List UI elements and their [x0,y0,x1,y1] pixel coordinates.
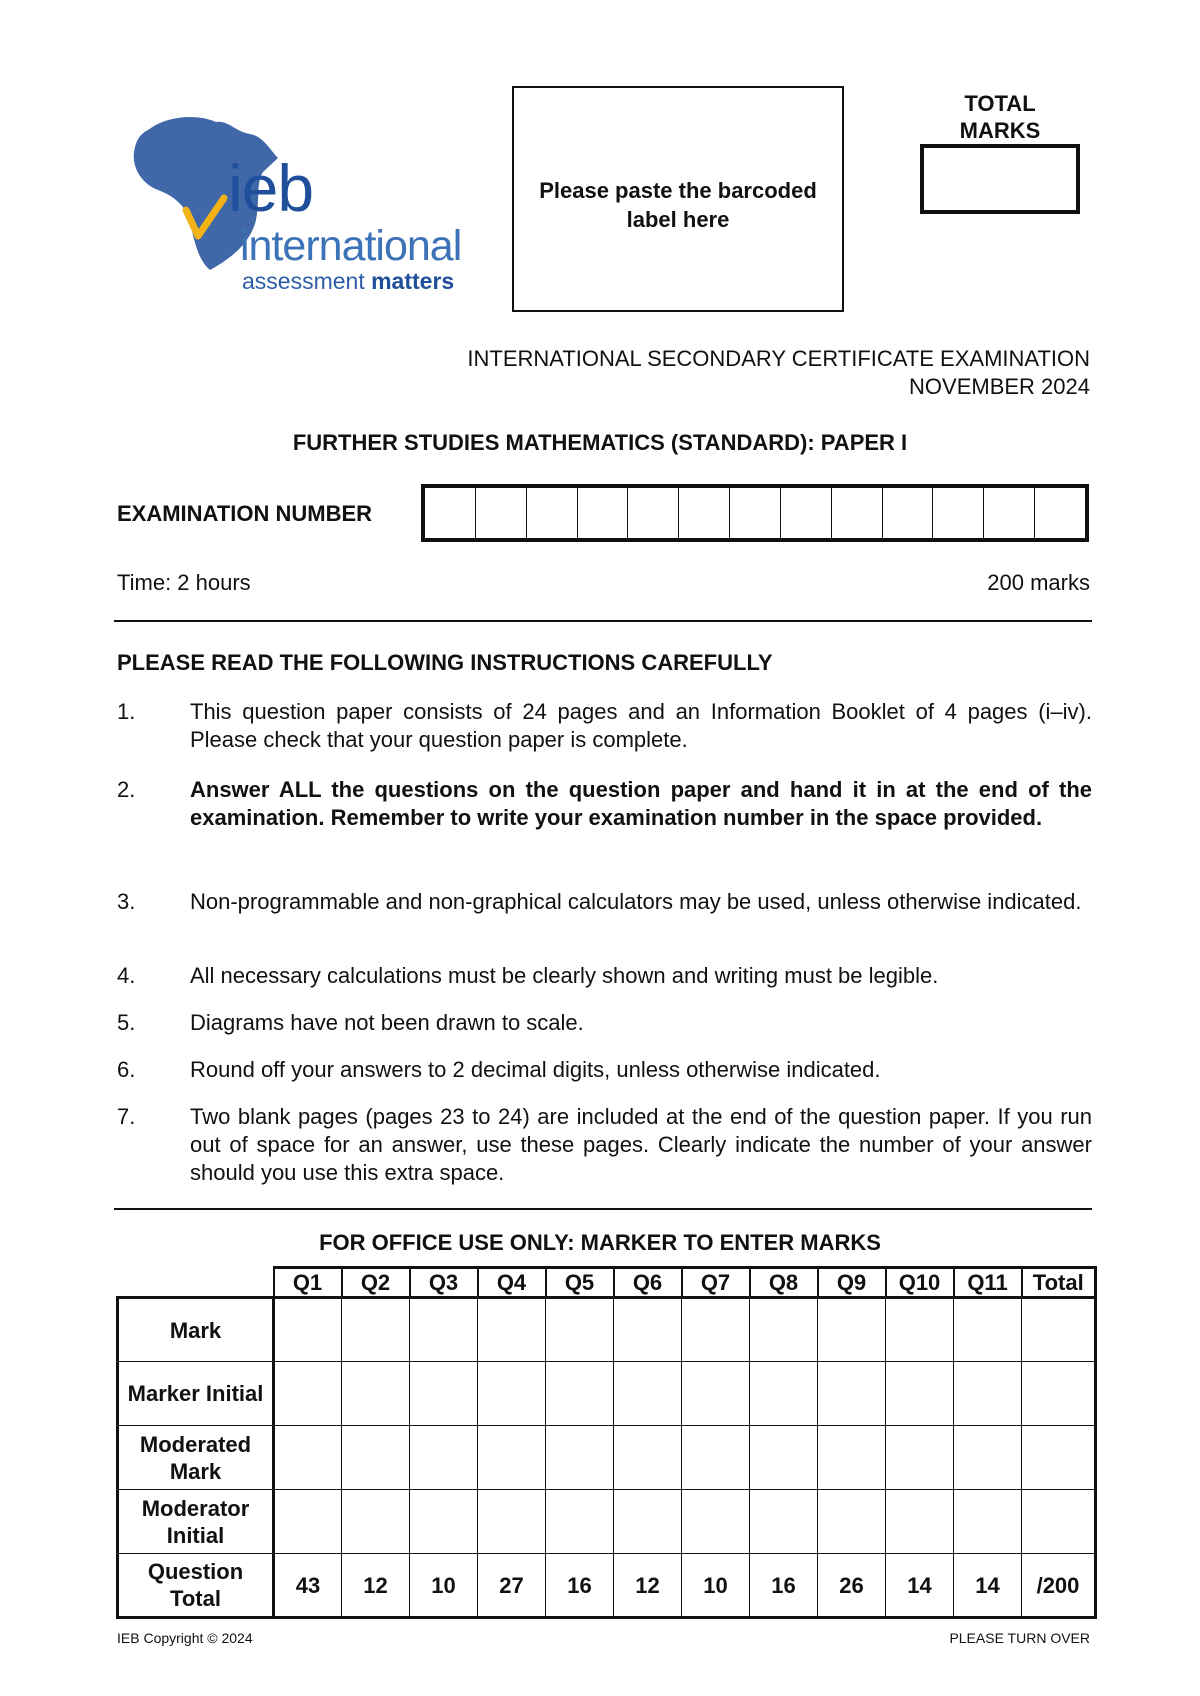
mark-cell[interactable] [410,1298,478,1362]
instruction-text: Two blank pages (pages 23 to 24) are included at the end of the question paper. If you run out of space for an answer, use these pages. Clearly indicate the number of your answer should you use this extra space. [190,1104,1092,1185]
column-header: Q1 [274,1268,342,1298]
moderated-cell[interactable] [274,1426,342,1490]
instruction-item [117,776,1092,860]
initial-cell[interactable] [614,1362,682,1426]
instruction-text: Diagrams have not been drawn to scale. [190,1010,584,1035]
moderated-cell[interactable] [342,1426,410,1490]
exam-number-digit[interactable] [679,488,730,538]
row-label-line: Moderator [141,1495,250,1521]
column-header: Total [1022,1268,1096,1298]
exam-number-digit[interactable] [527,488,578,538]
marks-table [116,1266,1097,1619]
exam-number-digit[interactable] [476,488,527,538]
column-header: Q3 [410,1268,478,1298]
moderated-cell[interactable] [818,1426,886,1490]
moderated-cell[interactable] [886,1426,954,1490]
paper-title: FURTHER STUDIES MATHEMATICS (STANDARD): PAPER I [292,430,908,455]
logo-tagline [242,268,454,295]
row-label-line: Initial [166,1522,225,1548]
barcode-label-box[interactable] [512,86,844,312]
barcode-line-1: Please paste the barcoded [539,178,817,203]
question-total-cell: 27 [478,1554,546,1618]
question-total-cell: 16 [546,1554,614,1618]
moderator-cell[interactable] [614,1490,682,1554]
mark-cell[interactable] [1022,1298,1096,1362]
question-total-cell: 26 [818,1554,886,1618]
instruction-item [117,1103,1092,1187]
question-total-cell: 10 [410,1554,478,1618]
exam-session: NOVEMBER 2024 [909,374,1090,399]
exam-number-label: EXAMINATION NUMBER [117,501,373,526]
exam-name: INTERNATIONAL SECONDARY CERTIFICATE EXAMINATION [467,346,1090,371]
mark-cell[interactable] [750,1298,818,1362]
question-total-cell: 43 [274,1554,342,1618]
table-corner [118,1268,274,1298]
moderated-cell[interactable] [1022,1426,1096,1490]
exam-number-digit[interactable] [1035,488,1085,538]
initial-cell[interactable] [342,1362,410,1426]
column-header: Q11 [954,1268,1022,1298]
turn-over: PLEASE TURN OVER [949,1630,1090,1646]
exam-number-digit[interactable] [883,488,934,538]
moderated-cell[interactable] [410,1426,478,1490]
instruction-item [117,698,1092,754]
mark-cell[interactable] [818,1298,886,1362]
moderator-cell[interactable] [818,1490,886,1554]
table-row-moderated-mark [118,1426,1096,1490]
logo-international-text: international [240,222,462,270]
row-label [118,1554,274,1618]
exam-marks: 200 marks [987,570,1090,595]
question-total-cell: 10 [682,1554,750,1618]
instruction-number: 1. [117,699,136,724]
barcode-instruction [514,176,842,234]
moderator-cell[interactable] [478,1490,546,1554]
table-row-mark [118,1298,1096,1362]
moderated-cell[interactable] [478,1426,546,1490]
column-header: Q10 [886,1268,954,1298]
table-row-marker-initial [118,1362,1096,1426]
table-row-moderator-initial [118,1490,1096,1554]
instruction-text: Answer ALL the questions on the question paper and hand it in at the end of the examination. Remember to write your examination number in the space provided. [190,777,1092,830]
question-total-cell: 14 [886,1554,954,1618]
instruction-text: This question paper consists of 24 pages and an Information Booklet of 4 pages (i–iv). Please check that your question paper is complete. [190,699,1092,752]
instruction-number: 6. [117,1057,136,1082]
column-header: Q6 [614,1268,682,1298]
instruction-text: All necessary calculations must be clearly shown and writing must be legible. [190,963,939,988]
exam-number-digit[interactable] [578,488,629,538]
exam-number-boxes[interactable] [421,484,1089,542]
moderator-cell[interactable] [342,1490,410,1554]
mark-cell[interactable] [478,1298,546,1362]
initial-cell[interactable] [410,1362,478,1426]
instruction-item [117,1009,1092,1037]
row-label: Marker Initial [118,1362,274,1426]
column-header: Q9 [818,1268,886,1298]
column-header: Q5 [546,1268,614,1298]
total-marks-box[interactable] [920,144,1080,214]
row-label [118,1426,274,1490]
moderator-cell[interactable] [954,1490,1022,1554]
question-total-cell: 16 [750,1554,818,1618]
divider [114,1208,1092,1210]
initial-cell[interactable] [478,1362,546,1426]
exam-number-digit[interactable] [984,488,1035,538]
instructions-heading: PLEASE READ THE FOLLOWING INSTRUCTIONS CAREFULLY [117,650,773,675]
moderator-cell[interactable] [410,1490,478,1554]
instruction-item [117,962,1092,990]
office-use-heading: FOR OFFICE USE ONLY: MARKER TO ENTER MARKS [319,1230,881,1255]
instruction-number: 2. [117,777,136,802]
barcode-line-2: label here [626,207,730,232]
exam-number-digit[interactable] [730,488,781,538]
row-label-line: Moderated [139,1431,252,1457]
mark-cell[interactable] [274,1298,342,1362]
initial-cell[interactable] [818,1362,886,1426]
row-label-line: Total [170,1586,221,1611]
logo-ieb-text: ieb [228,151,314,225]
instruction-item [117,1056,1092,1084]
mark-cell[interactable] [614,1298,682,1362]
question-total-cell: 12 [614,1554,682,1618]
moderated-cell[interactable] [750,1426,818,1490]
copyright: IEB Copyright © 2024 [117,1630,253,1646]
mark-cell[interactable] [546,1298,614,1362]
table-row-question-total [118,1554,1096,1618]
exam-number-digit[interactable] [628,488,679,538]
moderated-cell[interactable] [954,1426,1022,1490]
exam-time: Time: 2 hours [117,570,251,595]
moderator-cell[interactable] [682,1490,750,1554]
initial-cell[interactable] [886,1362,954,1426]
question-total-cell: 14 [954,1554,1022,1618]
row-label-line: Mark [169,1458,222,1484]
question-total-cell: /200 [1022,1554,1096,1618]
initial-cell[interactable] [546,1362,614,1426]
instruction-text: Round off your answers to 2 decimal digits, unless otherwise indicated. [190,1057,881,1082]
instruction-number: 3. [117,889,136,914]
mark-cell[interactable] [682,1298,750,1362]
row-label-line: Question [147,1559,244,1584]
column-header: Q2 [342,1268,410,1298]
exam-number-digit[interactable] [781,488,832,538]
row-label: Mark [118,1298,274,1362]
total-marks-line-2: MARKS [959,118,1041,143]
logo-tagline-a: assessment [242,268,365,294]
initial-cell[interactable] [1022,1362,1096,1426]
moderator-cell[interactable] [546,1490,614,1554]
total-marks-label [930,90,1070,144]
logo-tagline-b: matters [371,268,455,294]
exam-number-digit[interactable] [933,488,984,538]
exam-number-digit[interactable] [832,488,883,538]
moderated-cell[interactable] [614,1426,682,1490]
column-header: Q8 [750,1268,818,1298]
exam-number-digit[interactable] [425,488,476,538]
instruction-item [117,888,1092,944]
divider [114,620,1092,622]
moderated-cell[interactable] [682,1426,750,1490]
initial-cell[interactable] [750,1362,818,1426]
mark-cell[interactable] [886,1298,954,1362]
initial-cell[interactable] [682,1362,750,1426]
ieb-logo [128,110,488,300]
instruction-number: 4. [117,963,136,988]
column-header: Q7 [682,1268,750,1298]
question-total-cell: 12 [342,1554,410,1618]
instruction-number: 5. [117,1010,136,1035]
initial-cell[interactable] [274,1362,342,1426]
mark-cell[interactable] [954,1298,1022,1362]
instruction-number: 7. [117,1104,136,1129]
mark-cell[interactable] [342,1298,410,1362]
moderated-cell[interactable] [546,1426,614,1490]
moderator-cell[interactable] [1022,1490,1096,1554]
row-label [118,1490,274,1554]
total-marks-line-1: TOTAL [964,91,1036,116]
instruction-text: Non-programmable and non-graphical calculators may be used, unless otherwise indicated. [190,889,1082,914]
initial-cell[interactable] [954,1362,1022,1426]
moderator-cell[interactable] [886,1490,954,1554]
moderator-cell[interactable] [274,1490,342,1554]
moderator-cell[interactable] [750,1490,818,1554]
column-header: Q4 [478,1268,546,1298]
